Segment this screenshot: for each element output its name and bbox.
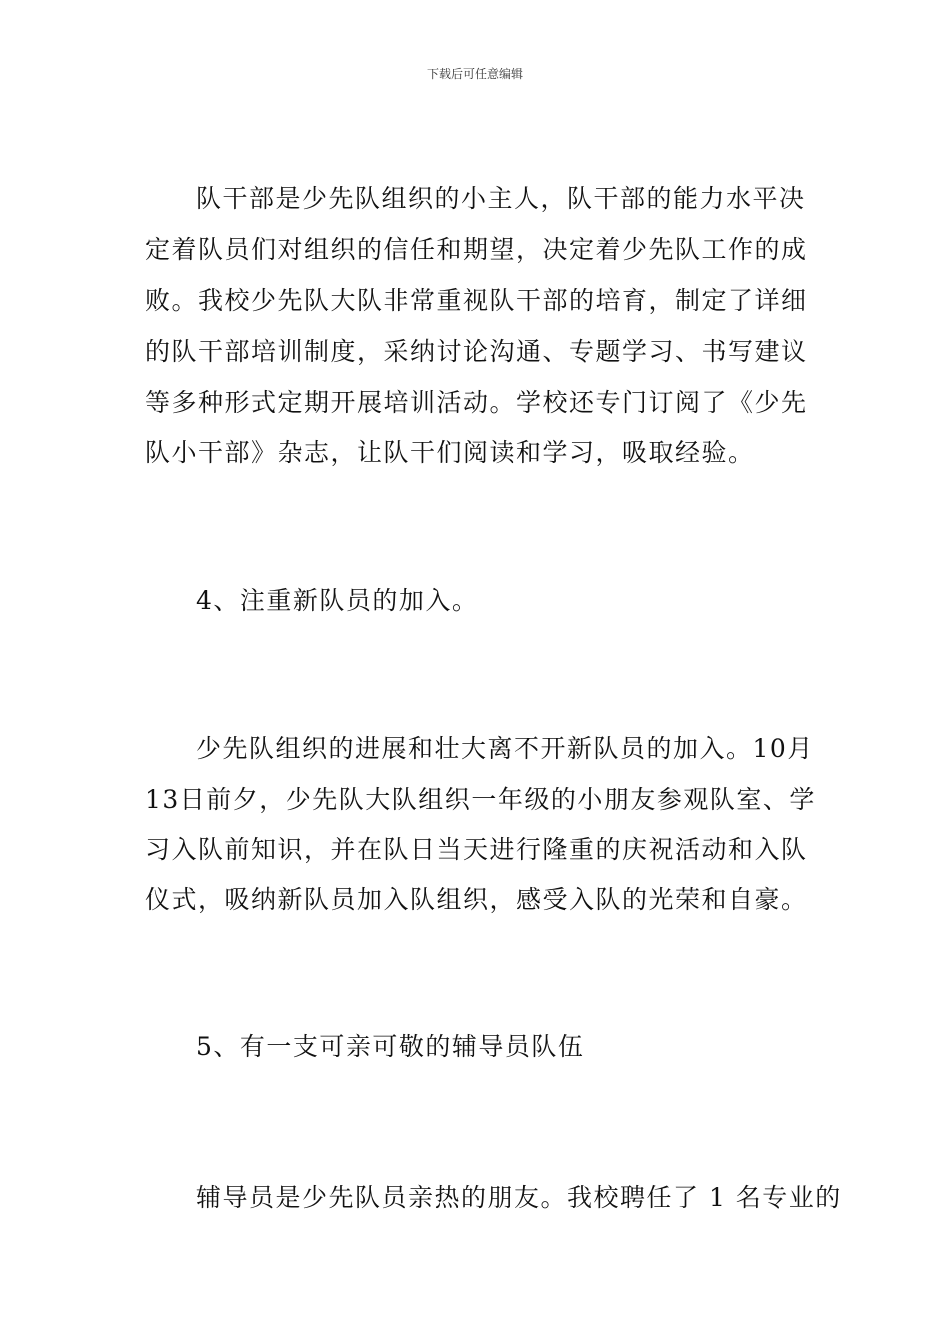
paragraph-line: 定着队员们对组织的信任和期望，决定着少先队工作的成	[145, 235, 808, 264]
paragraph-line: 败。我校少先队大队非常重视队干部的培育，制定了详细	[145, 286, 808, 315]
section-heading-4: 4、注重新队员的加入。	[196, 586, 479, 615]
paragraph-line: 仪式，吸纳新队员加入队组织，感受入队的光荣和自豪。	[145, 885, 808, 914]
paragraph-line: 队干部是少先队组织的小主人，队干部的能力水平决	[196, 184, 806, 213]
paragraph-line: 少先队组织的进展和壮大离不开新队员的加入。10月	[196, 734, 814, 763]
page-header: 下载后可任意编辑	[426, 67, 523, 81]
paragraph-line: 13日前夕，少先队大队组织一年级的小朋友参观队室、学	[145, 785, 816, 814]
paragraph-line: 习入队前知识，并在队日当天进行隆重的庆祝活动和入队	[145, 835, 808, 864]
section-heading-5: 5、有一支可亲可敬的辅导员队伍	[196, 1032, 585, 1061]
paragraph-line: 队小干部》杂志，让队干们阅读和学习，吸取经验。	[145, 438, 755, 467]
paragraph-line: 的队干部培训制度，采纳讨论沟通、专题学习、书写建议	[145, 337, 808, 366]
paragraph-line: 辅导员是少先队员亲热的朋友。我校聘任了 1 名专业的	[196, 1183, 842, 1212]
paragraph-line: 等多种形式定期开展培训活动。学校还专门订阅了《少先	[145, 388, 808, 417]
